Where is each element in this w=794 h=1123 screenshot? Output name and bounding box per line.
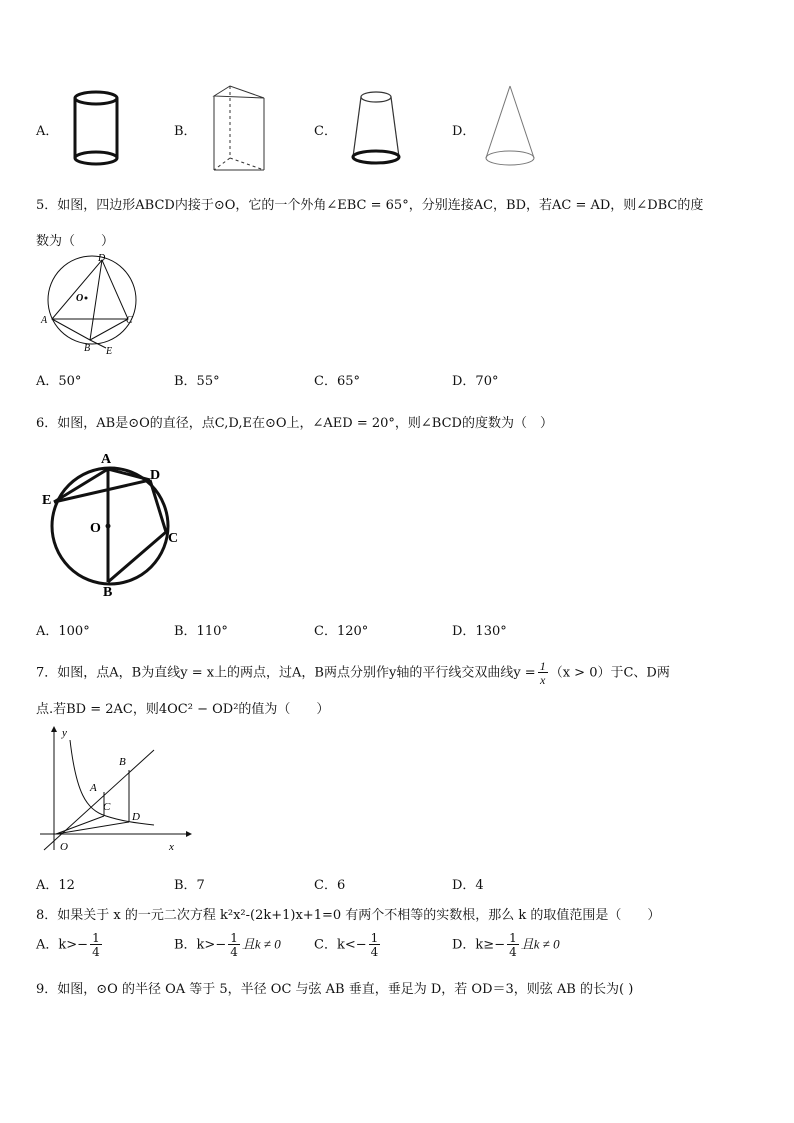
q8-option-d-prefix: D．k≥−	[452, 937, 506, 953]
q6-question-line1: 6．如图，AB是⊙O的直径，点C,D,E在⊙O上，∠AED = 20°，则∠BCD的度数为（ ）	[36, 416, 553, 431]
q7-label-o: O	[60, 841, 68, 853]
q5-label-b: B	[84, 343, 91, 354]
q6-circle-figure	[38, 448, 188, 600]
q8-option-c-fraction	[369, 932, 381, 958]
q7-coordinate-figure	[36, 722, 196, 856]
q4-option-b-label: B．	[174, 124, 197, 139]
q9-question-line1: 9．如图，⊙O 的半径 OA 等于 5，半径 OC 与弦 AB 垂直，垂足为 D，若 OD＝3，则弦 AB 的长为( )	[36, 982, 634, 997]
q6-option-d: D．130°	[452, 624, 507, 639]
q6-label-a: A	[101, 452, 112, 467]
q7-label-d: D	[132, 811, 140, 823]
q7-label-y: y	[62, 727, 67, 739]
q8-option-b	[174, 932, 281, 958]
q8-option-d	[452, 932, 560, 958]
q8-option-c-num: 1	[370, 931, 379, 945]
q7-fraction	[538, 660, 548, 686]
q8-option-d-fraction	[507, 932, 519, 958]
q4-option-d-label: D．	[452, 124, 476, 139]
q6-label-d: D	[150, 468, 161, 483]
q6-label-b: B	[103, 585, 113, 600]
q5-option-c: C．65°	[314, 374, 360, 389]
q7-label-b: B	[119, 756, 126, 768]
q7-line1-part-b: （x > 0）于C、D两	[549, 665, 670, 681]
q6-option-a: A．100°	[36, 624, 90, 639]
q8-option-d-den: 4	[509, 945, 517, 959]
q6-label-c: C	[168, 531, 179, 546]
q5-option-d: D．70°	[452, 374, 499, 389]
q8-option-b-num: 1	[230, 931, 238, 945]
cone-figure	[482, 84, 538, 170]
q4-option-a-label: A．	[36, 124, 59, 139]
q7-question-line2: 点.若BD = 2AC，则4OC² − OD²的值为（ ）	[36, 702, 330, 717]
q5-label-e: E	[106, 346, 113, 357]
q8-option-c-prefix: C．k<−	[314, 937, 367, 953]
q8-option-b-fraction	[228, 932, 240, 958]
q5-label-d: D	[98, 253, 106, 264]
q6-label-e: E	[42, 493, 52, 508]
q5-question-line1: 5．如图，四边形ABCD内接于⊙O，它的一个外角∠EBC = 65°，分别连接AC，BD，若AC = AD，则∠DBC的度	[36, 198, 704, 213]
q5-label-c: C	[126, 315, 133, 326]
q7-fraction-numerator: 1	[539, 659, 546, 673]
q5-label-o: O	[76, 293, 84, 304]
q6-option-c: C．120°	[314, 624, 369, 639]
q8-option-a	[36, 932, 104, 958]
q4-option-c-label: C．	[314, 124, 337, 139]
q7-option-a: A．12	[36, 878, 75, 893]
q7-label-c: C	[103, 801, 111, 813]
q8-option-b-suffix: 且k ≠ 0	[241, 936, 281, 952]
q5-circle-figure	[36, 250, 146, 360]
q7-option-b: B．7	[174, 878, 205, 893]
q8-option-b-prefix: B．k>−	[174, 937, 227, 953]
q8-option-d-num: 1	[509, 931, 517, 945]
q8-option-d-suffix: 且k ≠ 0	[520, 936, 560, 952]
q8-option-b-den: 4	[230, 945, 238, 959]
q7-line1-part-a: 7．如图，点A，B为直线y = x上的两点，过A，B两点分别作y轴的平行线交双曲线y =	[36, 665, 536, 681]
q5-option-b: B．55°	[174, 374, 220, 389]
q8-option-a-den: 4	[92, 945, 100, 959]
cylinder-figure	[70, 86, 124, 168]
q8-option-a-prefix: A．k>−	[36, 937, 89, 953]
q6-label-o: O	[90, 521, 101, 536]
q7-label-x: x	[169, 841, 174, 853]
triangular-prism-figure	[208, 84, 268, 174]
q7-option-d: D．4	[452, 878, 484, 893]
q7-fraction-denominator: x	[540, 673, 546, 687]
q6-option-b: B．110°	[174, 624, 228, 639]
q8-question-line1: 8．如果关于 x 的一元二次方程 k²x²-(2k+1)x+1=0 有两个不相等的实数根，那么 k 的取值范围是（ ）	[36, 908, 661, 923]
q5-option-a: A．50°	[36, 374, 82, 389]
q5-question-line2: 数为（ ）	[36, 234, 115, 249]
q7-label-a: A	[90, 782, 97, 794]
q8-option-a-fraction	[90, 932, 102, 958]
q7-option-c: C．6	[314, 878, 346, 893]
q8-option-c	[314, 932, 382, 958]
q7-question-line1	[36, 660, 670, 686]
q8-option-c-den: 4	[370, 945, 379, 959]
frustum-figure	[348, 88, 404, 168]
q8-option-a-num: 1	[92, 931, 100, 945]
q5-label-a: A	[41, 315, 48, 326]
